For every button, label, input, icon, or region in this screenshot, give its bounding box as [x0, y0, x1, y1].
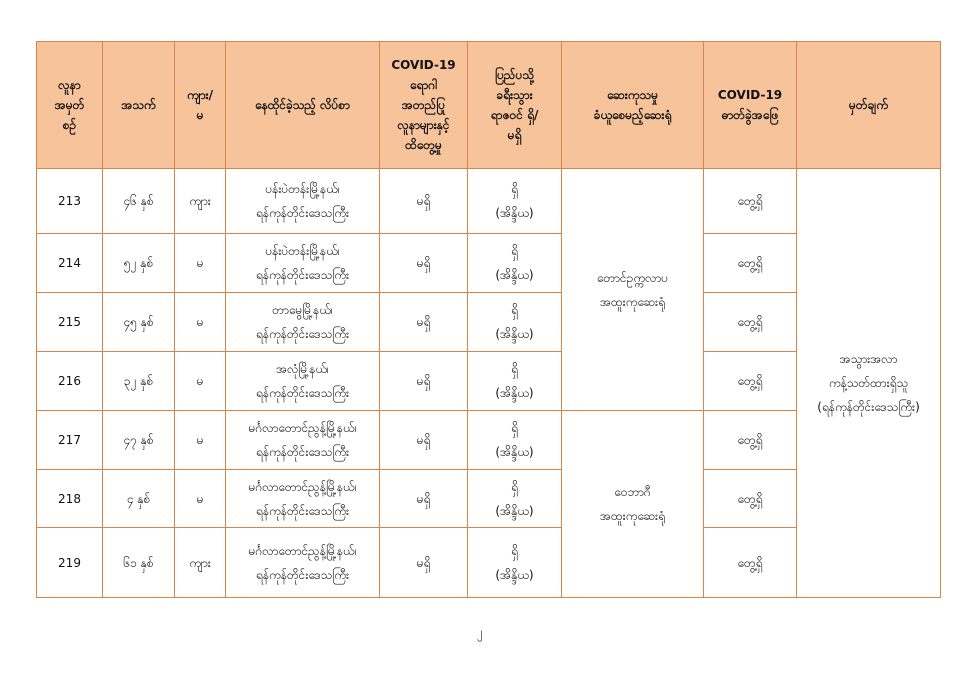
covid-patient-table: [36, 41, 941, 598]
cell-age: ၄၅ နှစ်: [103, 293, 175, 352]
cell-address: မင်္ဂလာတောင်ညွန့်မြို့နယ်၊ ရန်ကုန်တိုင်းဒေသကြီး: [226, 528, 380, 598]
cell-lab-result: တွေ့ရှိ: [704, 169, 797, 234]
cell-age: ၃၂ နှစ်: [103, 352, 175, 411]
cell-lab-result: တွေ့ရှိ: [704, 470, 797, 528]
cell-sex: ကျား: [175, 169, 226, 234]
cell-lab-result: တွေ့ရှိ: [704, 528, 797, 598]
header-hospital: ဆေးကုသမှု ခံယူစေမည့်ဆေးရုံ: [562, 42, 704, 169]
cell-sex: မ: [175, 234, 226, 293]
cell-address: မင်္ဂလာတောင်ညွန့်မြို့နယ်၊ ရန်ကုန်တိုင်းဒေသကြီး: [226, 470, 380, 528]
cell-age: ၆၁ နှစ်: [103, 528, 175, 598]
cell-age: ၄ နှစ်: [103, 470, 175, 528]
cell-age: ၄၇ နှစ်: [103, 411, 175, 470]
cell-contact: မရှိ: [380, 470, 468, 528]
cell-travel: ရှိ (အိန္ဒိယ): [468, 352, 562, 411]
cell-hospital: ဝေဘာဂီ အထူးကုဆေးရုံ: [562, 411, 704, 598]
cell-travel: ရှိ (အိန္ဒိယ): [468, 234, 562, 293]
table-row: [37, 169, 941, 234]
header-age: အသက်: [103, 42, 175, 169]
cell-sex: မ: [175, 293, 226, 352]
cell-lab-result: တွေ့ရှိ: [704, 234, 797, 293]
cell-patient-no: 218: [37, 470, 103, 528]
header-patient-no: လူနာ အမှတ် စဉ်: [37, 42, 103, 169]
cell-patient-no: 219: [37, 528, 103, 598]
cell-lab-result: တွေ့ရှိ: [704, 411, 797, 470]
cell-address: အလုံမြို့နယ်၊ ရန်ကုန်တိုင်းဒေသကြီး: [226, 352, 380, 411]
cell-address: တာမွေမြို့နယ်၊ ရန်ကုန်တိုင်းဒေသကြီး: [226, 293, 380, 352]
cell-contact: မရှိ: [380, 411, 468, 470]
header-contact: COVID-19 ရောဂါ အတည်ပြု လူနာများနှင့် ထိတွေ့မှု: [380, 42, 468, 169]
header-lab-result: COVID-19 ဓာတ်ခွဲအဖြေ: [704, 42, 797, 169]
cell-travel: ရှိ (အိန္ဒိယ): [468, 528, 562, 598]
cell-address: ပန်းပဲတန်းမြို့နယ်၊ ရန်ကုန်တိုင်းဒေသကြီး: [226, 234, 380, 293]
cell-age: ၅၂ နှစ်: [103, 234, 175, 293]
cell-sex: မ: [175, 411, 226, 470]
cell-sex: ကျား: [175, 528, 226, 598]
cell-patient-no: 214: [37, 234, 103, 293]
cell-contact: မရှိ: [380, 352, 468, 411]
header-sex: ကျား/ မ: [175, 42, 226, 169]
cell-sex: မ: [175, 352, 226, 411]
cell-remark: အသွားအလာ ကန့်သတ်ထားရှိသူ (ရန်ကုန်တိုင်းဒေသကြီး): [797, 169, 941, 598]
cell-lab-result: တွေ့ရှိ: [704, 293, 797, 352]
cell-contact: မရှိ: [380, 169, 468, 234]
cell-address: ပန်းပဲတန်းမြို့နယ်၊ ရန်ကုန်တိုင်းဒေသကြီး: [226, 169, 380, 234]
table-header-row: [37, 42, 941, 169]
cell-lab-result: တွေ့ရှိ: [704, 352, 797, 411]
cell-patient-no: 217: [37, 411, 103, 470]
cell-travel: ရှိ (အိန္ဒိယ): [468, 470, 562, 528]
cell-address: မင်္ဂလာတောင်ညွန့်မြို့နယ်၊ ရန်ကုန်တိုင်းဒေသကြီး: [226, 411, 380, 470]
page-number: ၂: [477, 625, 483, 639]
cell-contact: မရှိ: [380, 293, 468, 352]
cell-patient-no: 213: [37, 169, 103, 234]
header-remark: မှတ်ချက်: [797, 42, 941, 169]
header-travel-history: ပြည်ပသို့ ခရီးသွား ရာဇဝင် ရှိ/ မရှိ: [468, 42, 562, 169]
cell-patient-no: 215: [37, 293, 103, 352]
cell-hospital: တောင်ဥက္ကလာပ အထူးကုဆေးရုံ: [562, 169, 704, 411]
cell-contact: မရှိ: [380, 234, 468, 293]
cell-travel: ရှိ (အိန္ဒိယ): [468, 411, 562, 470]
header-address: နေထိုင်ခဲ့သည့် လိပ်စာ: [226, 42, 380, 169]
cell-age: ၄၆ နှစ်: [103, 169, 175, 234]
cell-travel: ရှိ (အိန္ဒိယ): [468, 169, 562, 234]
cell-contact: မရှိ: [380, 528, 468, 598]
cell-patient-no: 216: [37, 352, 103, 411]
cell-sex: မ: [175, 470, 226, 528]
cell-travel: ရှိ (အိန္ဒိယ): [468, 293, 562, 352]
